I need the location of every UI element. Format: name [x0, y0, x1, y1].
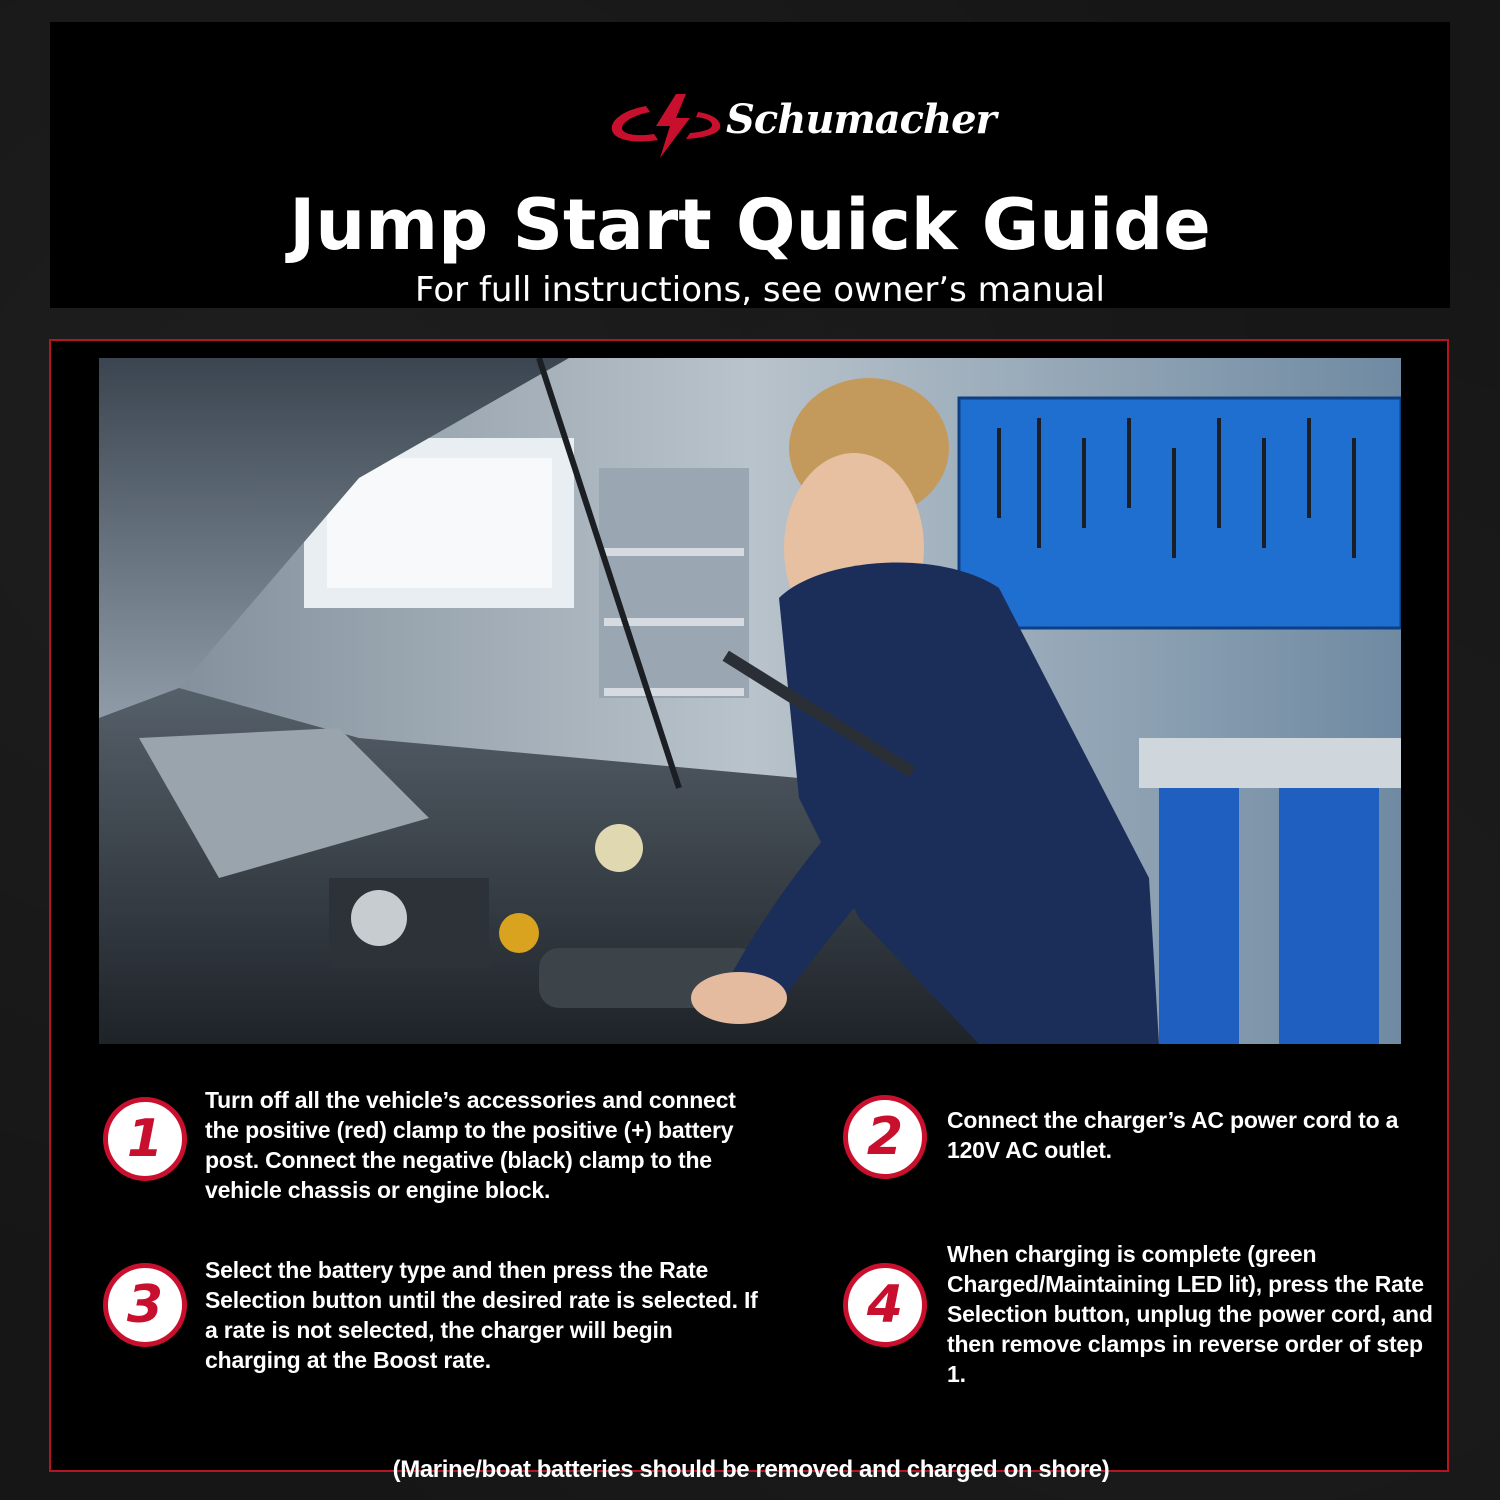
step-text: Turn off all the vehicle’s accessories and connect the positive (red) clamp to the positive (+) battery post. Connect the negative (black) clamp to the vehicle chassis or engine block. — [205, 1087, 736, 1203]
brand-logo — [606, 84, 996, 164]
step-number-badge: 2 — [843, 1095, 927, 1179]
footnote: (Marine/boat batteries should be removed and charged on shore) — [392, 1456, 1110, 1483]
brand-wordmark: Schumacher — [726, 96, 996, 143]
lightning-bolt-logo-icon — [606, 84, 736, 164]
mechanic-under-hood-photo-icon — [99, 358, 1401, 1044]
step-text: Select the battery type and then press the Rate Selection button until the desired rate is selected. If a rate is not selected, the charger will begin charging at the Boost rate. — [205, 1257, 758, 1373]
page-subtitle: For full instructions, see owner’s manual — [415, 270, 1105, 310]
header-banner — [50, 22, 1450, 308]
page-title: Jump Start Quick Guide — [289, 184, 1211, 266]
step-number-badge: 1 — [103, 1097, 187, 1181]
guide-panel — [49, 339, 1449, 1483]
step-number-badge: 4 — [843, 1263, 927, 1347]
step-number-badge: 3 — [103, 1263, 187, 1347]
step-text: When charging is complete (green Charged/Maintaining LED lit), press the Rate Selection button, unplug the power cord, and then remove clamps in reverse order of step 1. — [947, 1241, 1433, 1387]
step-text: Connect the charger’s AC power cord to a 120V AC outlet. — [947, 1107, 1399, 1163]
